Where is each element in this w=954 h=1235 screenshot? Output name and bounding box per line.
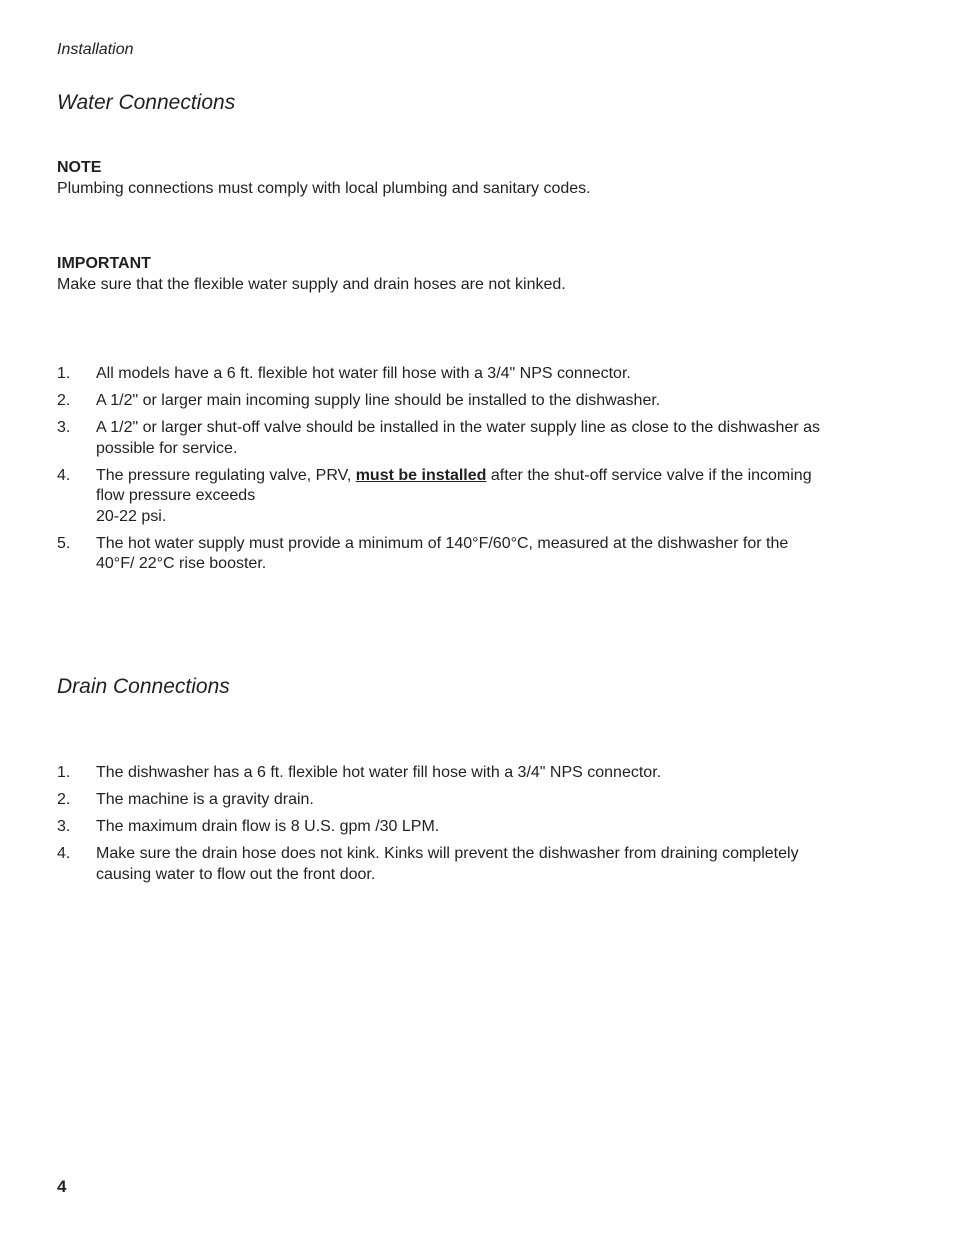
list-number: 5. bbox=[57, 534, 71, 552]
list-text: A 1/2" or larger main incoming supply line should be installed to the dishwasher. bbox=[96, 392, 661, 409]
list-item bbox=[57, 391, 827, 412]
water-connections-heading: Water Connections bbox=[57, 91, 236, 114]
list-number: 4. bbox=[57, 845, 71, 862]
list-text: A 1/2" or larger shut-off valve should be installed in the water supply line as close to the dishwasher as possible for service. bbox=[96, 419, 821, 457]
note-text: Plumbing connections must comply with local plumbing and sanitary codes. bbox=[57, 180, 591, 197]
list-number: 2. bbox=[57, 392, 71, 409]
list-text: All models have a 6 ft. flexible hot water fill hose with a 3/4" NPS connector. bbox=[96, 365, 631, 382]
section-label: Installation bbox=[57, 41, 134, 58]
list-number: 3. bbox=[57, 419, 71, 436]
list-text: The maximum drain flow is 8 U.S. gpm /30 LPM. bbox=[96, 818, 440, 835]
water-connections-list bbox=[57, 364, 827, 581]
list-text-line3: 20-22 psi. bbox=[96, 507, 167, 525]
list-number: 3. bbox=[57, 818, 71, 835]
list-item bbox=[57, 790, 827, 811]
list-number: 1. bbox=[57, 764, 71, 781]
must-be-installed-emphasis: must be installed bbox=[355, 466, 487, 484]
list-item bbox=[57, 844, 827, 885]
drain-connections-heading: Drain Connections bbox=[57, 675, 230, 698]
list-item bbox=[57, 763, 827, 784]
list-item bbox=[57, 534, 827, 575]
list-item bbox=[57, 418, 827, 459]
list-text: The dishwasher has a 6 ft. flexible hot water fill hose with a 3/4" NPS connector. bbox=[96, 764, 662, 781]
drain-connections-list bbox=[57, 763, 827, 892]
list-text-pre: The pressure regulating valve, PRV, bbox=[96, 466, 356, 484]
list-item bbox=[57, 817, 827, 838]
list-number: 4. bbox=[57, 466, 71, 484]
list-item bbox=[57, 364, 827, 385]
list-text: The hot water supply must provide a minimum of 140°F/60°C, measured at the dishwasher for the 40°F/ 22°C rise booster. bbox=[96, 534, 789, 572]
note-title: NOTE bbox=[57, 159, 102, 176]
list-text bbox=[96, 466, 827, 528]
list-number: 2. bbox=[57, 791, 71, 808]
list-text: The machine is a gravity drain. bbox=[96, 791, 314, 808]
list-text-post: after the shut-off service valve if the incoming flow pressure exceeds bbox=[96, 466, 812, 504]
list-item bbox=[57, 466, 827, 528]
page-number: 4 bbox=[57, 1177, 67, 1196]
list-text: Make sure the drain hose does not kink. Kinks will prevent the dishwasher from draining completely causing water to flow out the front door. bbox=[96, 845, 799, 883]
important-title: IMPORTANT bbox=[57, 255, 151, 272]
list-number: 1. bbox=[57, 365, 71, 382]
important-text: Make sure that the flexible water supply and drain hoses are not kinked. bbox=[57, 276, 566, 293]
